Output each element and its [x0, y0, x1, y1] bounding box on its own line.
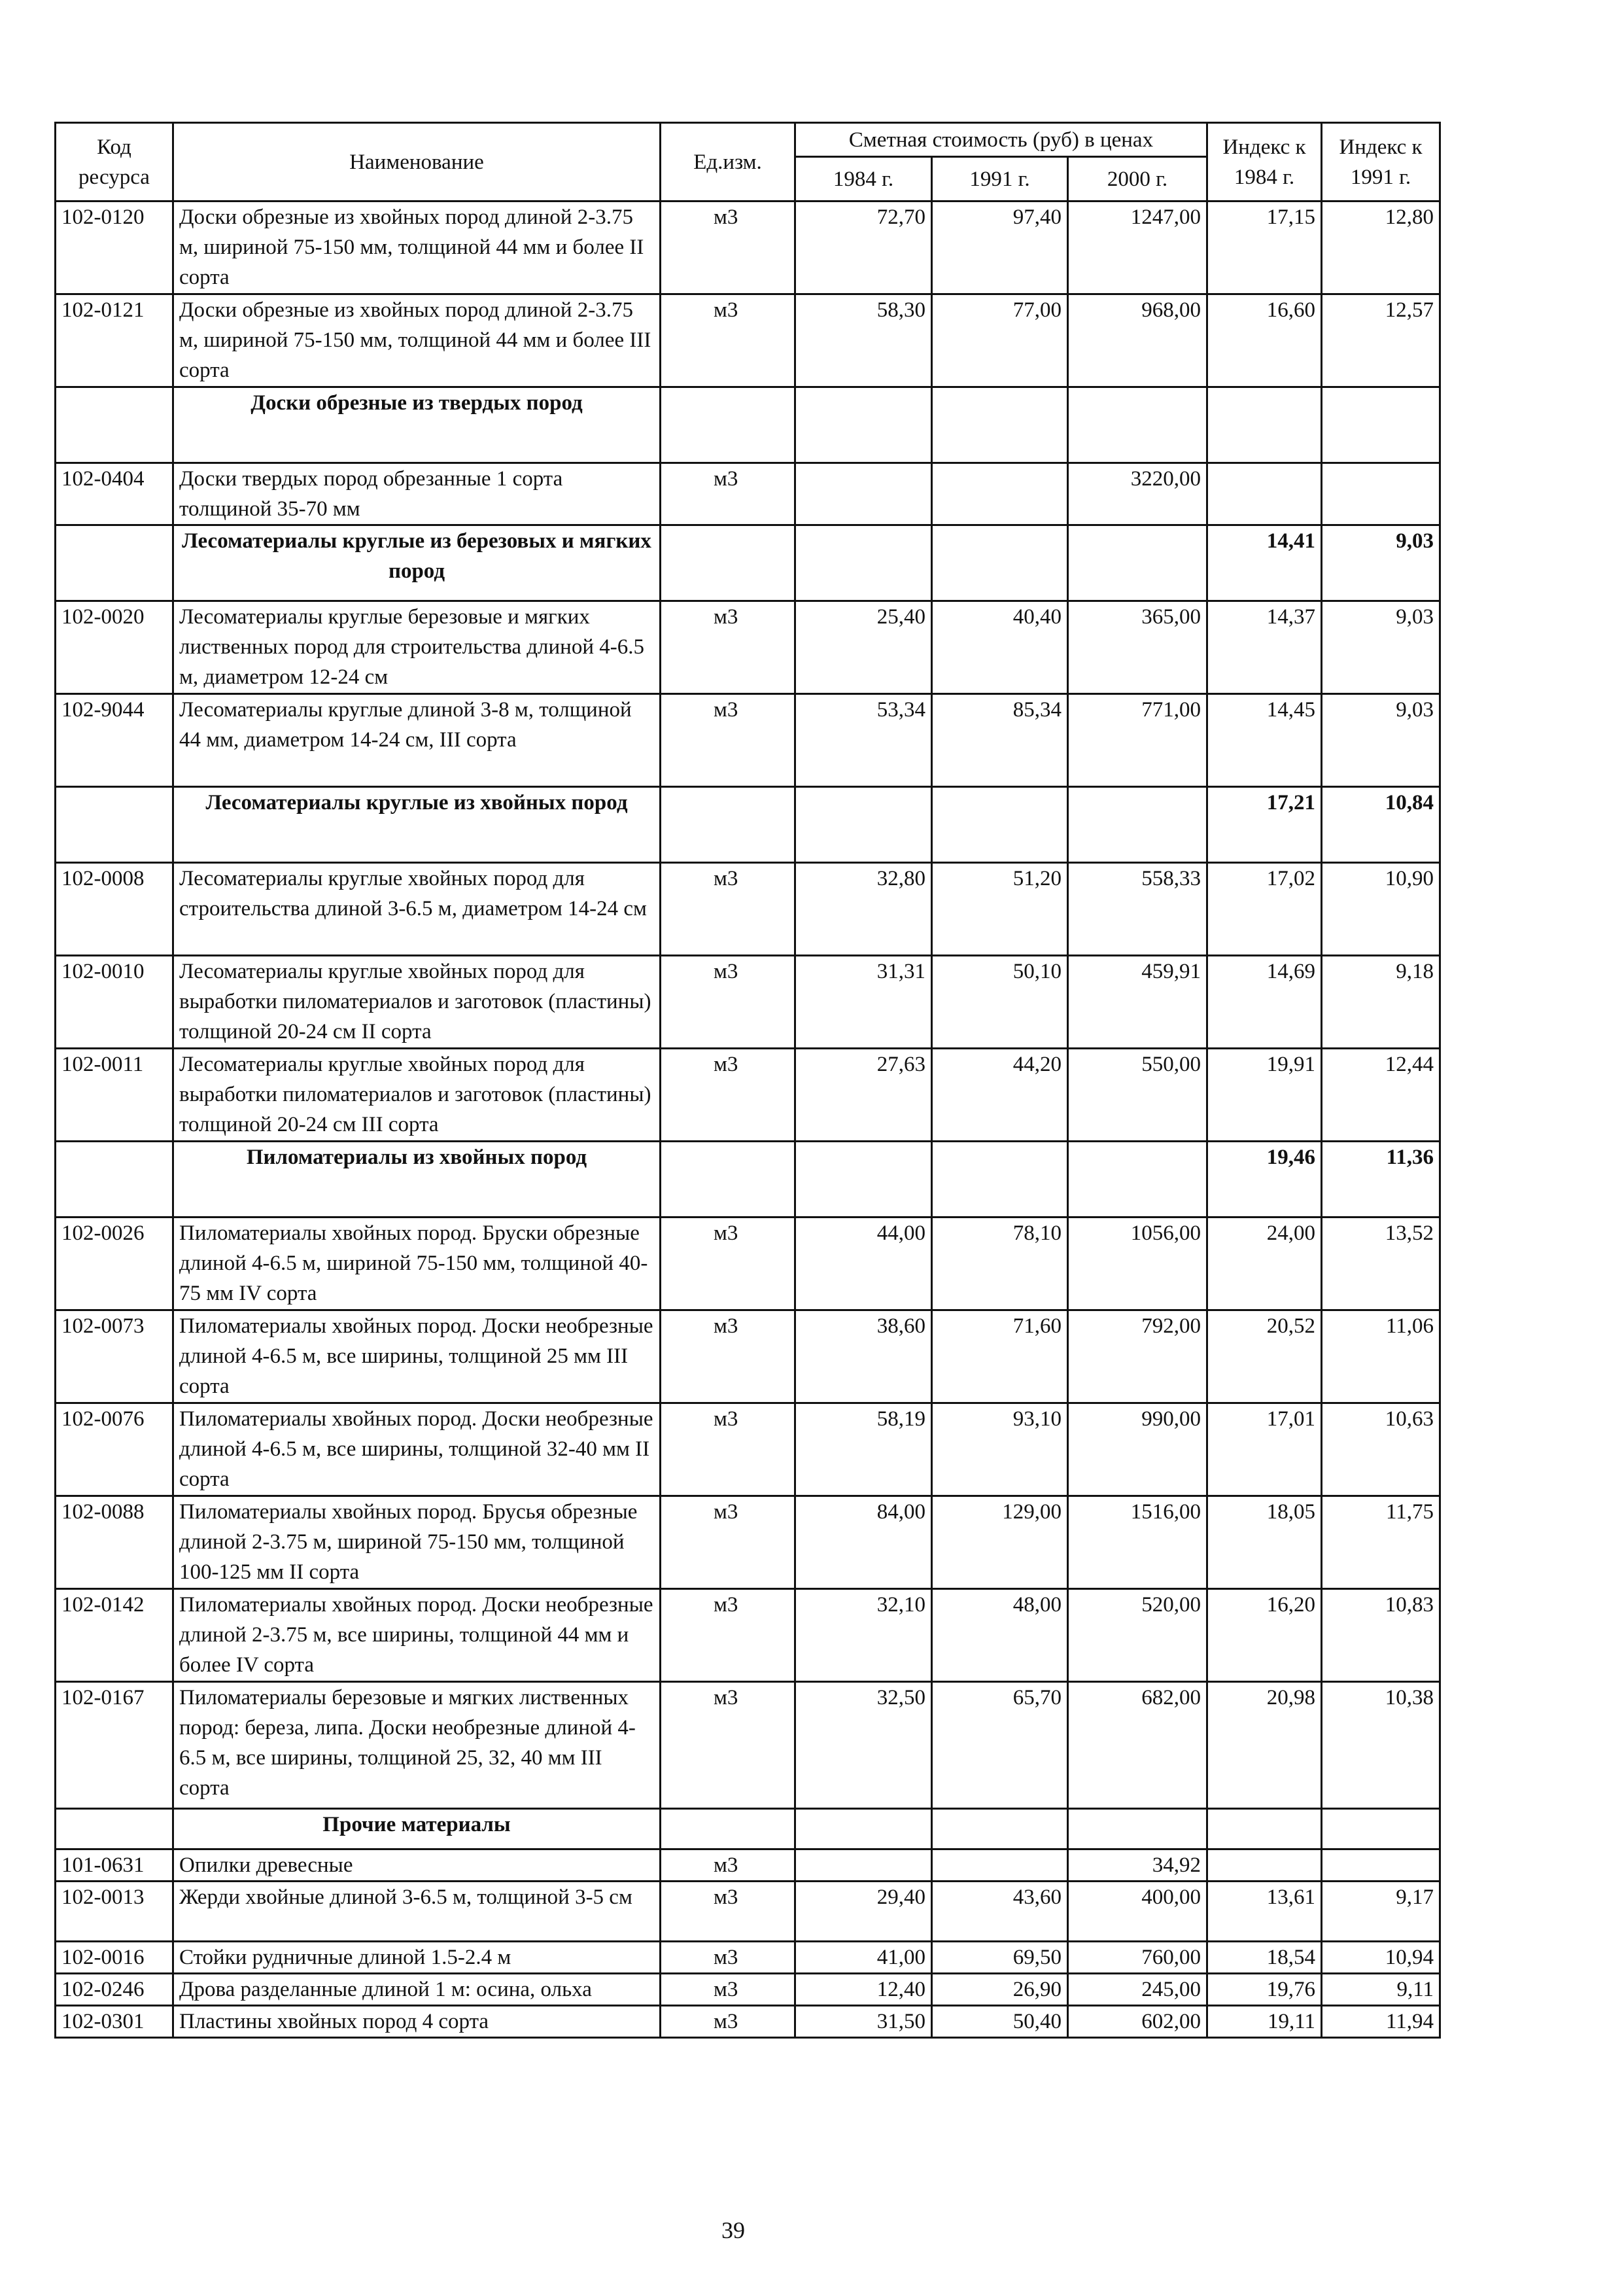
cell-price-1984 — [795, 1142, 932, 1218]
cell-price-2000 — [1068, 787, 1207, 863]
cell-unit: м3 — [661, 294, 795, 387]
cell-index-1984: 16,60 — [1207, 294, 1322, 387]
cell-price-1984 — [795, 387, 932, 463]
section-index-1984 — [1207, 1809, 1322, 1849]
table-row — [56, 463, 1440, 525]
header-cost-group: Сметная стоимость (руб) в ценах — [795, 123, 1207, 157]
cell-unit — [661, 787, 795, 863]
cell-name: Лесоматериалы круглые хвойных пород для выработки пиломатериалов и заготовок (пластины) толщиной 20-24 см II сорта — [173, 956, 661, 1049]
cell-unit: м3 — [661, 1849, 795, 1882]
cell-price-2000: 558,33 — [1068, 863, 1207, 956]
cell-code: 102-0010 — [56, 956, 173, 1049]
cell-price-1984: 84,00 — [795, 1496, 932, 1589]
cell-price-1984: 58,30 — [795, 294, 932, 387]
cell-price-1991: 44,20 — [932, 1049, 1068, 1142]
cell-price-1991: 77,00 — [932, 294, 1068, 387]
cell-name: Доски обрезные из хвойных пород длиной 2-3.75 м, шириной 75-150 мм, толщиной 44 мм и более II сорта — [173, 201, 661, 294]
section-index-1991: 10,84 — [1322, 787, 1440, 863]
section-row — [56, 787, 1440, 863]
cell-price-1991 — [932, 525, 1068, 601]
cell-index-1991 — [1322, 1849, 1440, 1882]
cell-code: 102-0011 — [56, 1049, 173, 1142]
cell-price-1991: 65,70 — [932, 1682, 1068, 1809]
cell-price-1991: 78,10 — [932, 1218, 1068, 1310]
cell-price-1984 — [795, 787, 932, 863]
cell-code — [56, 787, 173, 863]
cell-price-2000: 682,00 — [1068, 1682, 1207, 1809]
cell-unit: м3 — [661, 1882, 795, 1942]
cell-price-2000: 990,00 — [1068, 1403, 1207, 1496]
section-index-1991: 9,03 — [1322, 525, 1440, 601]
cell-price-1984: 53,34 — [795, 694, 932, 787]
cell-price-1991: 85,34 — [932, 694, 1068, 787]
cell-price-2000 — [1068, 1809, 1207, 1849]
table-row — [56, 1403, 1440, 1496]
cell-price-1991 — [932, 463, 1068, 525]
cell-price-1991 — [932, 1849, 1068, 1882]
cell-unit: м3 — [661, 1589, 795, 1682]
cell-code — [56, 387, 173, 463]
cell-price-2000: 602,00 — [1068, 2006, 1207, 2038]
cell-code: 102-0016 — [56, 1942, 173, 1974]
cell-code: 102-0073 — [56, 1310, 173, 1403]
cell-price-1991: 48,00 — [932, 1589, 1068, 1682]
cell-code — [56, 1809, 173, 1849]
cell-price-1984: 38,60 — [795, 1310, 932, 1403]
cell-unit: м3 — [661, 601, 795, 694]
cell-code: 102-0142 — [56, 1589, 173, 1682]
cell-name: Пиломатериалы хвойных пород. Брусья обрезные длиной 2-3.75 м, шириной 75-150 мм, толщиной 100-125 мм II сорта — [173, 1496, 661, 1589]
cell-code: 102-0167 — [56, 1682, 173, 1809]
cell-price-2000 — [1068, 1142, 1207, 1218]
cell-index-1991: 9,03 — [1322, 601, 1440, 694]
cell-index-1991: 12,44 — [1322, 1049, 1440, 1142]
cell-name: Пиломатериалы хвойных пород. Доски необрезные длиной 4-6.5 м, все ширины, толщиной 25 мм III сорта — [173, 1310, 661, 1403]
cell-price-1984: 12,40 — [795, 1974, 932, 2006]
table-row — [56, 1849, 1440, 1882]
section-row — [56, 387, 1440, 463]
cell-code: 102-0008 — [56, 863, 173, 956]
cell-price-2000 — [1068, 525, 1207, 601]
cell-index-1984: 13,61 — [1207, 1882, 1322, 1942]
cell-index-1991: 9,11 — [1322, 1974, 1440, 2006]
cell-index-1984: 17,02 — [1207, 863, 1322, 956]
cell-price-2000: 1056,00 — [1068, 1218, 1207, 1310]
section-index-1984: 17,21 — [1207, 787, 1322, 863]
price-table — [54, 122, 1441, 2039]
cell-code: 102-0120 — [56, 201, 173, 294]
cell-unit — [661, 525, 795, 601]
cell-index-1991: 13,52 — [1322, 1218, 1440, 1310]
cell-unit: м3 — [661, 1942, 795, 1974]
cell-price-1991: 51,20 — [932, 863, 1068, 956]
cell-price-1991 — [932, 787, 1068, 863]
table-row — [56, 1218, 1440, 1310]
cell-price-1991: 43,60 — [932, 1882, 1068, 1942]
table-row — [56, 201, 1440, 294]
cell-price-1991: 40,40 — [932, 601, 1068, 694]
cell-name: Пластины хвойных пород 4 сорта — [173, 2006, 661, 2038]
table-row — [56, 1496, 1440, 1589]
cell-name: Опилки древесные — [173, 1849, 661, 1882]
cell-index-1984: 20,98 — [1207, 1682, 1322, 1809]
cell-index-1984: 17,15 — [1207, 201, 1322, 294]
cell-code: 102-0121 — [56, 294, 173, 387]
cell-name: Доски обрезные из хвойных пород длиной 2-3.75 м, шириной 75-150 мм, толщиной 44 мм и более III сорта — [173, 294, 661, 387]
cell-price-1984 — [795, 1849, 932, 1882]
cell-price-1984: 41,00 — [795, 1942, 932, 1974]
cell-index-1991: 10,63 — [1322, 1403, 1440, 1496]
table-row — [56, 1310, 1440, 1403]
cell-index-1984: 19,76 — [1207, 1974, 1322, 2006]
cell-index-1991: 9,18 — [1322, 956, 1440, 1049]
cell-index-1984: 14,45 — [1207, 694, 1322, 787]
header-code: Код ресурса — [56, 123, 173, 201]
cell-name: Пиломатериалы березовые и мягких лиственных пород: береза, липа. Доски необрезные длиной 4-6.5 м, все ширины, толщиной 25, 32, 40 мм III сорта — [173, 1682, 661, 1809]
cell-code: 102-0013 — [56, 1882, 173, 1942]
cell-index-1984: 19,91 — [1207, 1049, 1322, 1142]
section-index-1991 — [1322, 387, 1440, 463]
table-row — [56, 956, 1440, 1049]
cell-index-1984: 19,11 — [1207, 2006, 1322, 2038]
cell-price-1984: 32,10 — [795, 1589, 932, 1682]
cell-price-2000: 1516,00 — [1068, 1496, 1207, 1589]
cell-name: Пиломатериалы хвойных пород. Доски необрезные длиной 4-6.5 м, все ширины, толщиной 32-40 мм II сорта — [173, 1403, 661, 1496]
cell-price-1991: 50,10 — [932, 956, 1068, 1049]
section-title: Пиломатериалы из хвойных пород — [173, 1142, 661, 1218]
table-row — [56, 863, 1440, 956]
cell-price-1991: 26,90 — [932, 1974, 1068, 2006]
cell-unit: м3 — [661, 694, 795, 787]
cell-price-2000: 771,00 — [1068, 694, 1207, 787]
section-index-1991 — [1322, 1809, 1440, 1849]
table-row — [56, 294, 1440, 387]
cell-index-1984: 16,20 — [1207, 1589, 1322, 1682]
cell-price-2000: 760,00 — [1068, 1942, 1207, 1974]
cell-name: Лесоматериалы круглые хвойных пород для строительства длиной 3-6.5 м, диаметром 14-24 см — [173, 863, 661, 956]
cell-price-2000: 792,00 — [1068, 1310, 1207, 1403]
cell-index-1991: 12,80 — [1322, 201, 1440, 294]
cell-name: Жерди хвойные длиной 3-6.5 м, толщиной 3-5 см — [173, 1882, 661, 1942]
cell-price-2000: 459,91 — [1068, 956, 1207, 1049]
table-row — [56, 2006, 1440, 2038]
cell-unit — [661, 1809, 795, 1849]
cell-code: 102-0088 — [56, 1496, 173, 1589]
cell-index-1991: 10,94 — [1322, 1942, 1440, 1974]
section-title: Лесоматериалы круглые из березовых и мягких пород — [173, 525, 661, 601]
section-row — [56, 525, 1440, 601]
cell-code: 102-0026 — [56, 1218, 173, 1310]
cell-unit: м3 — [661, 956, 795, 1049]
cell-name: Стойки рудничные длиной 1.5-2.4 м — [173, 1942, 661, 1974]
cell-price-2000: 1247,00 — [1068, 201, 1207, 294]
cell-price-1991: 50,40 — [932, 2006, 1068, 2038]
cell-unit: м3 — [661, 1218, 795, 1310]
header-unit: Ед.изм. — [661, 123, 795, 201]
cell-price-1984: 32,50 — [795, 1682, 932, 1809]
cell-index-1991: 9,17 — [1322, 1882, 1440, 1942]
cell-code: 102-0246 — [56, 1974, 173, 2006]
cell-price-1991: 97,40 — [932, 201, 1068, 294]
cell-unit: м3 — [661, 201, 795, 294]
cell-price-1984: 58,19 — [795, 1403, 932, 1496]
cell-index-1984: 18,54 — [1207, 1942, 1322, 1974]
cell-name: Лесоматериалы круглые хвойных пород для выработки пиломатериалов и заготовок (пластины) толщиной 20-24 см III сорта — [173, 1049, 661, 1142]
header-year-1991: 1991 г. — [932, 157, 1068, 201]
section-title: Доски обрезные из твердых пород — [173, 387, 661, 463]
cell-unit — [661, 387, 795, 463]
cell-price-1984: 72,70 — [795, 201, 932, 294]
section-row — [56, 1809, 1440, 1849]
cell-price-1984: 32,80 — [795, 863, 932, 956]
cell-price-1984 — [795, 525, 932, 601]
table-row — [56, 1942, 1440, 1974]
cell-index-1991: 9,03 — [1322, 694, 1440, 787]
cell-price-1984 — [795, 1809, 932, 1849]
cell-index-1991: 11,75 — [1322, 1496, 1440, 1589]
cell-price-2000: 520,00 — [1068, 1589, 1207, 1682]
cell-name: Дрова разделанные длиной 1 м: осина, ольха — [173, 1974, 661, 2006]
cell-unit: м3 — [661, 863, 795, 956]
cell-index-1991: 11,94 — [1322, 2006, 1440, 2038]
cell-price-2000: 3220,00 — [1068, 463, 1207, 525]
section-title: Лесоматериалы круглые из хвойных пород — [173, 787, 661, 863]
cell-price-1991 — [932, 1809, 1068, 1849]
section-index-1991: 11,36 — [1322, 1142, 1440, 1218]
cell-unit — [661, 1142, 795, 1218]
header-index-1991: Индекс к 1991 г. — [1322, 123, 1440, 201]
cell-price-2000: 365,00 — [1068, 601, 1207, 694]
cell-code — [56, 525, 173, 601]
table-row — [56, 694, 1440, 787]
cell-price-1984: 27,63 — [795, 1049, 932, 1142]
cell-price-1991: 71,60 — [932, 1310, 1068, 1403]
cell-price-1991 — [932, 1142, 1068, 1218]
cell-price-2000: 34,92 — [1068, 1849, 1207, 1882]
cell-name: Лесоматериалы круглые длиной 3-8 м, толщиной 44 мм, диаметром 14-24 см, III сорта — [173, 694, 661, 787]
cell-index-1991: 10,90 — [1322, 863, 1440, 956]
table-row — [56, 1682, 1440, 1809]
cell-index-1984: 14,69 — [1207, 956, 1322, 1049]
cell-price-1984: 31,31 — [795, 956, 932, 1049]
table-row — [56, 1049, 1440, 1142]
cell-unit: м3 — [661, 1403, 795, 1496]
cell-code: 102-0301 — [56, 2006, 173, 2038]
cell-unit: м3 — [661, 463, 795, 525]
cell-name: Доски твердых пород обрезанные 1 сорта толщиной 35-70 мм — [173, 463, 661, 525]
section-row — [56, 1142, 1440, 1218]
cell-price-1984: 31,50 — [795, 2006, 932, 2038]
cell-price-1984: 44,00 — [795, 1218, 932, 1310]
cell-unit: м3 — [661, 1049, 795, 1142]
cell-index-1984: 20,52 — [1207, 1310, 1322, 1403]
section-title: Прочие материалы — [173, 1809, 661, 1849]
cell-code — [56, 1142, 173, 1218]
cell-unit: м3 — [661, 2006, 795, 2038]
cell-price-1991: 69,50 — [932, 1942, 1068, 1974]
cell-code: 102-9044 — [56, 694, 173, 787]
cell-index-1984: 17,01 — [1207, 1403, 1322, 1496]
cell-index-1984 — [1207, 463, 1322, 525]
table-row — [56, 1589, 1440, 1682]
cell-price-2000: 968,00 — [1068, 294, 1207, 387]
cell-index-1991: 10,83 — [1322, 1589, 1440, 1682]
cell-index-1991: 11,06 — [1322, 1310, 1440, 1403]
cell-code: 102-0020 — [56, 601, 173, 694]
cell-price-2000: 245,00 — [1068, 1974, 1207, 2006]
cell-price-1991: 93,10 — [932, 1403, 1068, 1496]
cell-price-1984 — [795, 463, 932, 525]
cell-index-1984 — [1207, 1849, 1322, 1882]
cell-index-1984: 14,37 — [1207, 601, 1322, 694]
cell-price-2000: 550,00 — [1068, 1049, 1207, 1142]
cell-index-1991: 12,57 — [1322, 294, 1440, 387]
cell-unit: м3 — [661, 1974, 795, 2006]
cell-index-1991: 10,38 — [1322, 1682, 1440, 1809]
cell-index-1991 — [1322, 463, 1440, 525]
section-index-1984: 14,41 — [1207, 525, 1322, 601]
table-row — [56, 601, 1440, 694]
cell-index-1984: 24,00 — [1207, 1218, 1322, 1310]
table-row — [56, 1882, 1440, 1942]
header-name: Наименование — [173, 123, 661, 201]
header-year-1984: 1984 г. — [795, 157, 932, 201]
header-year-2000: 2000 г. — [1068, 157, 1207, 201]
section-index-1984: 19,46 — [1207, 1142, 1322, 1218]
cell-name: Лесоматериалы круглые березовые и мягких лиственных пород для строительства длиной 4-6.5 м, диаметром 12-24 см — [173, 601, 661, 694]
cell-unit: м3 — [661, 1496, 795, 1589]
cell-unit: м3 — [661, 1682, 795, 1809]
section-index-1984 — [1207, 387, 1322, 463]
page-number: 39 — [721, 2217, 745, 2243]
cell-unit: м3 — [661, 1310, 795, 1403]
cell-price-1991 — [932, 387, 1068, 463]
cell-code: 102-0404 — [56, 463, 173, 525]
cell-name: Пиломатериалы хвойных пород. Бруски обрезные длиной 4-6.5 м, шириной 75-150 мм, толщиной 40-75 мм IV сорта — [173, 1218, 661, 1310]
header-index-1984: Индекс к 1984 г. — [1207, 123, 1322, 201]
cell-code: 101-0631 — [56, 1849, 173, 1882]
cell-price-2000: 400,00 — [1068, 1882, 1207, 1942]
cell-name: Пиломатериалы хвойных пород. Доски необрезные длиной 2-3.75 м, все ширины, толщиной 44 мм и более IV сорта — [173, 1589, 661, 1682]
cell-index-1984: 18,05 — [1207, 1496, 1322, 1589]
cell-price-1984: 29,40 — [795, 1882, 932, 1942]
cell-price-1984: 25,40 — [795, 601, 932, 694]
table-row — [56, 1974, 1440, 2006]
cell-code: 102-0076 — [56, 1403, 173, 1496]
cell-price-1991: 129,00 — [932, 1496, 1068, 1589]
cell-price-2000 — [1068, 387, 1207, 463]
